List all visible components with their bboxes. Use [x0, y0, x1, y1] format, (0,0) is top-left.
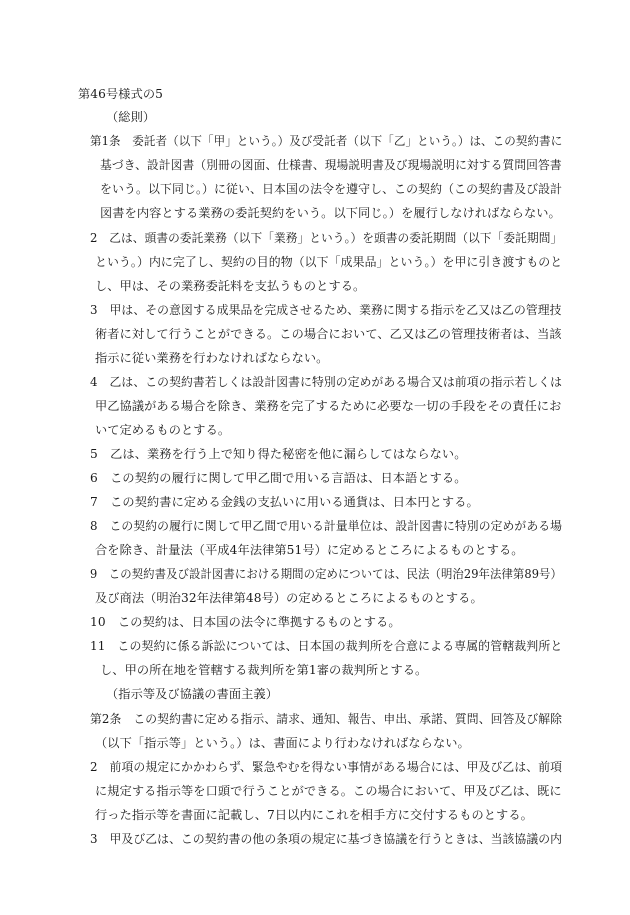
- article-1-line-4: 図書を内容とする業務の委託契約をいう。以下同じ。）を履行しなければならない。: [100, 206, 561, 220]
- article-1-para-9-line-1: 9 この契約書及び設計図書における期間の定めについては、民法（明治29年法律第89号）: [90, 567, 562, 581]
- section-heading-general: （総則）: [106, 110, 156, 124]
- article-2-para-2-line-3: 行った指示等を書面に記載し、7日以内にこれを相手方に交付するものとする。: [95, 808, 533, 822]
- article-2-para-2-line-2: に規定する指示等を口頭で行うことができる。この場合において、甲及び乙は、既に: [95, 784, 562, 798]
- article-1-line-1: 第1条 委託者（以下「甲」という。）及び受託者（以下「乙」という。）は、この契約書に: [90, 134, 563, 148]
- article-1-line-3: をいう。以下同じ。）に従い、日本国の法令を遵守し、この契約（この契約書及び設計: [100, 182, 563, 196]
- article-1-line-2: 基づき、設計図書（別冊の図面、仕様書、現場説明書及び現場説明に対する質問回答書: [100, 158, 562, 172]
- article-1-para-8-line-1: 8 この契約の履行に関して甲乙間で用いる計量単位は、設計図書に特別の定めがある場: [90, 519, 563, 533]
- article-2-para-2-line-1: 2 前項の規定にかかわらず、緊急やむを得ない事情がある場合には、甲及び乙は、前項: [90, 760, 563, 774]
- article-1-para-2-line-3: し、甲は、その業務委託料を支払うものとする。: [95, 279, 366, 293]
- article-2-line-2: （以下「指示等」という。）は、書面により行わなければならない。: [95, 736, 470, 750]
- article-1-para-9-line-2: 及び商法（明治32年法律第48号）の定めるところによるものとする。: [95, 591, 483, 605]
- section-heading-written-instructions: （指示等及び協議の書面主義）: [106, 687, 279, 701]
- article-1-para-5: 5 乙は、業務を行う上で知り得た秘密を他に漏らしてはならない。: [90, 447, 467, 461]
- article-1-para-4-line-3: いて定めるものとする。: [95, 423, 231, 437]
- article-1-para-7: 7 この契約書に定める金銭の支払いに用いる通貨は、日本円とする。: [90, 495, 479, 509]
- form-label: 第46号様式の5: [78, 87, 163, 101]
- article-1-para-2-line-2: という。）内に完了し、契約の目的物（以下「成果品」という。）を甲に引き渡すものと: [95, 255, 563, 269]
- article-1-para-6: 6 この契約の履行に関して甲乙間で用いる言語は、日本語とする。: [90, 471, 467, 485]
- article-2-para-3-line-1: 3 甲及び乙は、この契約書の他の条項の規定に基づき協議を行うときは、当該協議の内: [90, 832, 563, 846]
- article-1-para-4-line-2: 甲乙協議がある場合を除き、業務を完了するために必要な一切の手段をその責任にお: [95, 399, 562, 413]
- article-1-para-10: 10 この契約は、日本国の法令に準拠するものとする。: [90, 615, 401, 629]
- article-1-para-4-line-1: 4 乙は、この契約書若しくは設計図書に特別の定めがある場合又は前項の指示若しくは: [90, 375, 563, 389]
- article-1-para-2-line-1: 2 乙は、頭書の委託業務（以下「業務」という。）を頭書の委託期間（以下「委託期間」: [90, 231, 563, 245]
- article-1-para-8-line-2: 合を除き、計量法（平成4年法律第51号）に定めるところによるものとする。: [95, 543, 524, 557]
- article-1-para-3-line-2: 術者に対して行うことができる。この場合において、乙又は乙の管理技術者は、当該: [95, 327, 562, 341]
- article-1-para-3-line-1: 3 甲は、その意図する成果品を完成させるため、業務に関する指示を乙又は乙の管理技: [90, 303, 562, 317]
- article-2-line-1: 第2条 この契約書に定める指示、請求、通知、報告、申出、承諾、質問、回答及び解除: [90, 712, 563, 726]
- article-1-para-11-line-2: し、甲の所在地を管轄する裁判所を第1審の裁判所とする。: [100, 663, 428, 677]
- article-1-para-3-line-3: 指示に従い業務を行わなければならない。: [95, 351, 329, 365]
- article-1-para-11-line-1: 11 この契約に係る訴訟については、日本国の裁判所を合意による専属的管轄裁判所と: [90, 639, 563, 653]
